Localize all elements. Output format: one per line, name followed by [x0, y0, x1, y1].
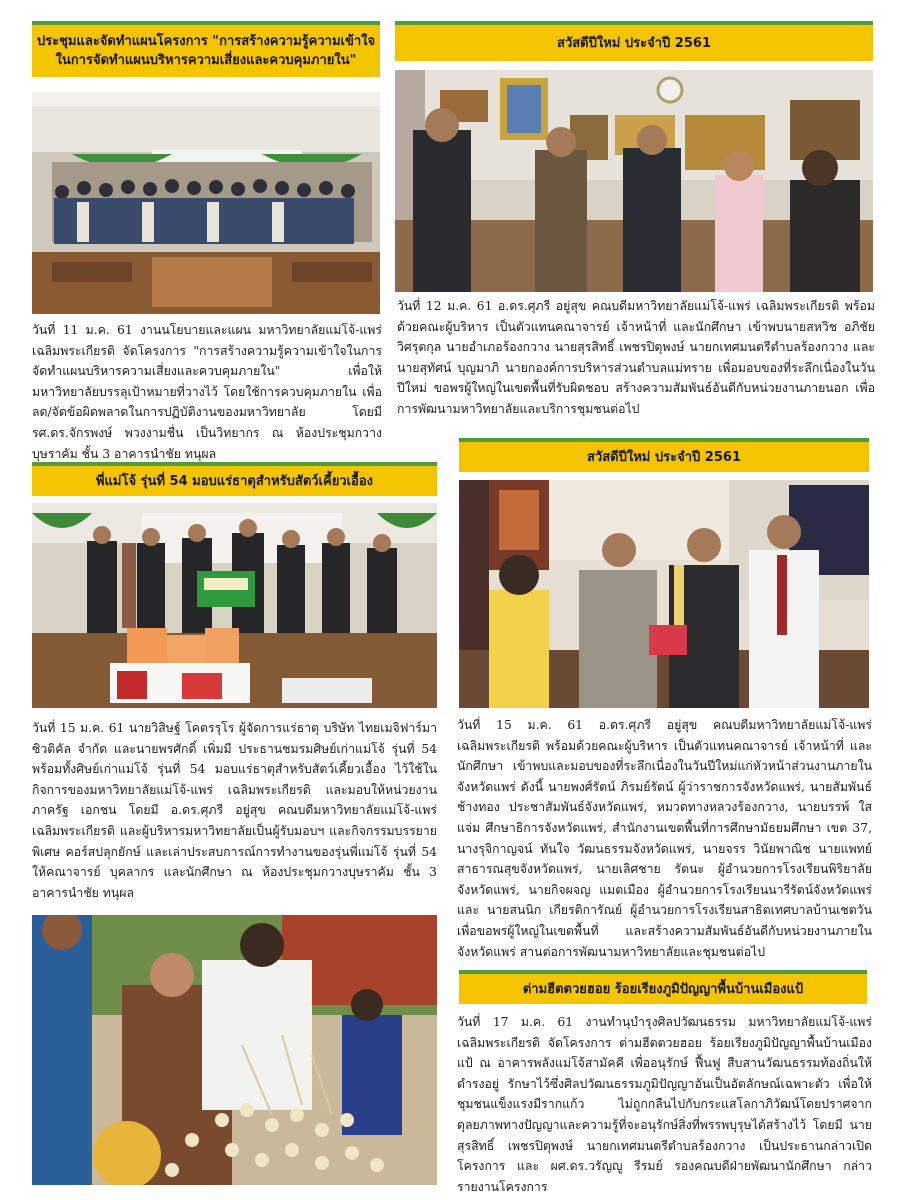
section-4-paragraph: วันที่ 15 ม.ค. 61 อ.ดร.ศุภรี อยู่สุข คณบดีมหาวิทยาลัยแม่โจ้-แพร่ เฉลิมพระเกียรติ พร้อมด้วยคณะผู้บริหาร เป็นตัวแทนคณาจารย์ เจ้าหน้าที่ และนักศึกษา เข้าพบและมอบของที่ระลึกเนื่องในวันปีใหม่แก่หัวหน้าส่วนงานภายในจังหวัดแพร่ ดังนี้ นายพงศ์รัตน์ ภิรมย์รัตน์ ผู้ว่าราชการจังหวัดแพร่, นายสัมพันธ์ ช้างทอง ประชาสัมพันธ์จังหวัดแพร่, หมวดทางหลวงร้องกวาง, นายบรรพ์ ใสแจ่ม ศึกษาธิการจังหวัดแพร่, สำนักงานเขตพื้นที่การศึกษามัธยมศึกษา เขต 37, นางรุจิกาญจน์ ทันใจ วัฒนธรรมจังหวัดแพร่, นายจรร วินัยพาณิช นายแพทย์สาธารณสุขจังหวัดแพร่, นายเลิศชาย รัตนะ ผู้อำนวยการโรงเรียนพิริยาลัยจังหวัดแพร่, นายกิจผจญ แมตเมือง ผู้อำนวยการโรงเรียนนารีรัตน์จังหวัดแพร่ และ นายสนนิก เกียรติการัณย์ ผู้อำนวยการโรงเรียนสาธิตเทศบาลบ้านเชตวัน เพื่อขอพรผู้ใหญ่ในเขตพื้นที่ และสร้างความสัมพันธ์อันดีกับหน่วยงานภายในจังหวัดแพร่ สานต่อการพัฒนามหาวิทยาลัยและชุมชนต่อไป	[457, 718, 872, 959]
section-3-header	[32, 462, 437, 496]
section-3-donation-photo	[32, 503, 437, 708]
section-3-paragraph: วันที่ 15 ม.ค. 61 นายวิสิษฐ์ โคตรรุโร ผู้จัดการแร่ธาตุ บริษัท ไทยเมจิฟาร์มาซิวติคัล จำกัด และนายพรศักดิ์ เพิ่มมี ประธานชมรมศิษย์เก่าแม่โจ้ รุ่นที่ 54 พร้อมทั้งศิษย์เก่าแม่โจ้ รุ่นที่ 54 มอบแร่ธาตุสำหรับสัตว์เคี้ยวเอื้อง ไว้ใช้ในกิจการของมหาวิทยาลัยแม่โจ้-แพร่ เฉลิมพระเกียรติ และมอบให้หน่วยงานภาครัฐ เอกชน โดยมี อ.ดร.ศุภรี อยู่สุข คณบดีมหาวิทยาลัยแม่โจ้-แพร่ เฉลิมพระเกียรติ และผู้บริหารมหาวิทยาลัยเป็นผู้รับมอบฯ และกิจกรรมบรรยายพิเศษ คอร์สปลุกยักษ์ และเล่าประสบการณ์การทำงานของรุ่นพี่แม่โจ้ รุ่นที่ 54 ให้คณาจารย์ บุคลากร และนักศึกษา ณ ห้องประชุมกวางบุษราคัม ชั้น 3 อาคารนำชัย ทนุผล	[32, 721, 437, 900]
section-1-title-line1: ประชุมและจัดทำแผนโครงการ "การสร้างความรู้ความเข้าใจ	[36, 34, 376, 49]
section-2-paragraph: วันที่ 12 ม.ค. 61 อ.ดร.ศุภรี อยู่สุข คณบดีมหาวิทยาลัยแม่โจ้-แพร่ เฉลิมพระเกียรติ พร้อมด้วยคณะผู้บริหาร เป็นตัวแทนคณาจารย์ เจ้าหน้าที่ และนักศึกษา เข้าพบนายสหวิช อภิชัยวิศรุตกุล นายอำเภอร้องกวาง นายสุรสิทธิ์ เพชรปิตุพงษ์ นายกเทศมนตรีตำบลร้องกวาง และนายสุทัศน์ บุญมาภิ นายกองค์การบริหารส่วนตำบลแม่ทราย เพื่อมอบของที่ระลึกเนื่องในวันปีใหม่ ขอพรผู้ใหญ่ในเขตพื้นที่รับผิดชอบ สร้างความสัมพันธ์อันดีกับหน่วยงานภายนอก เพื่อการพัฒนามหาวิทยาลัยและบริการชุมชนต่อไป	[397, 299, 875, 416]
section-5-header	[459, 970, 867, 1004]
section-4-governor-photo	[459, 480, 869, 708]
section-5-paragraph: วันที่ 17 ม.ค. 61 งานทำนุบำรุงศิลปวัฒนธรรม มหาวิทยาลัยแม่โจ้-แพร่ เฉลิมพระเกียรติ จัดโครงการ ต่ามฮีตตวยฮอย ร้อยเรียงภูมิปัญญาพื้นบ้านเมืองแป้ ณ อาคารพลังแม่โจ้สามัคคี เพื่ออนุรักษ์ ฟื้นฟู สืบสานวัฒนธรรมท้องถิ่นให้ดำรงอยู่ รักษาไว้ซึ่งศิลปวัฒนธรรมภูมิปัญญาอันเป็นอัตลักษณ์เฉพาะตัว เพื่อให้ชุมชนแข็งแรงมีรากแก้ว ไม่ถูกกลืนไปกับกระแสโลกาภิวัฒน์โดยปราศจากดุลยภาพทางปัญญาและความรู้ที่จะอนุรักษ์สิ่งที่พรรพบุรุษได้สร้างไว้ โดยมี นายสุรสิทธิ์ เพชรปิตุพงษ์ นายกเทศมนตรีตำบลร้องกวาง เป็นประธานกล่าวเปิดโครงการ และ ผศ.ดร.วรัญญู รีรมย์ รองคณบดีฝ่ายพัฒนานักศึกษา กล่าวรายงานโครงการ	[457, 1015, 872, 1194]
section-5-craft-photo	[32, 915, 437, 1185]
section-3-title: พี่แม่โจ้ รุ่นที่ 54 มอบแร่ธาตุสำหรับสัตว์เคี้ยวเอื้อง	[95, 473, 374, 489]
section-2-header	[395, 21, 873, 61]
section-1-paragraph: วันที่ 11 ม.ค. 61 งานนโยบายและแผน มหาวิทยาลัยแม่โจ้-แพร่ เฉลิมพระเกียรติ จัดโครงการ "การสร้างความรู้ความเข้าใจในการจัดทำแผนบริหารความเสี่ยงและควบคุมภายใน" เพื่อให้มหาวิทยาลัยบรรลุเป้าหมายที่วางไว้ โดยใช้การควบคุมภายใน เพื่อลด/จัดข้อผิดพลาดในการปฏิบัติงานของมหาวิทยาลัย โดยมี รศ.ดร.จักรพงษ์ พวงงามชื่น เป็นวิทยากร ณ ห้องประชุมกวางบุษราคัม ชั้น 3 อาคารนำชัย ทนุผล	[32, 323, 382, 461]
section-2-title: สวัสดีปีใหม่ ประจำปี 2561	[557, 35, 711, 51]
section-1-title-line2: ในการจัดทำแผนบริหารความเสี่ยงและควบคุมภายใน"	[55, 53, 357, 68]
section-5-title: ต่ามฮีตตวยฮอย ร้อยเรียงภูมิปัญญาพื้นบ้านเมืองแป้	[522, 981, 804, 997]
section-4-title: สวัสดีปีใหม่ ประจำปี 2561	[587, 449, 741, 465]
section-4-header	[459, 438, 869, 472]
section-1-meeting-photo	[32, 92, 380, 314]
section-2-newyear-photo	[395, 70, 873, 292]
section-1-header	[32, 21, 380, 77]
